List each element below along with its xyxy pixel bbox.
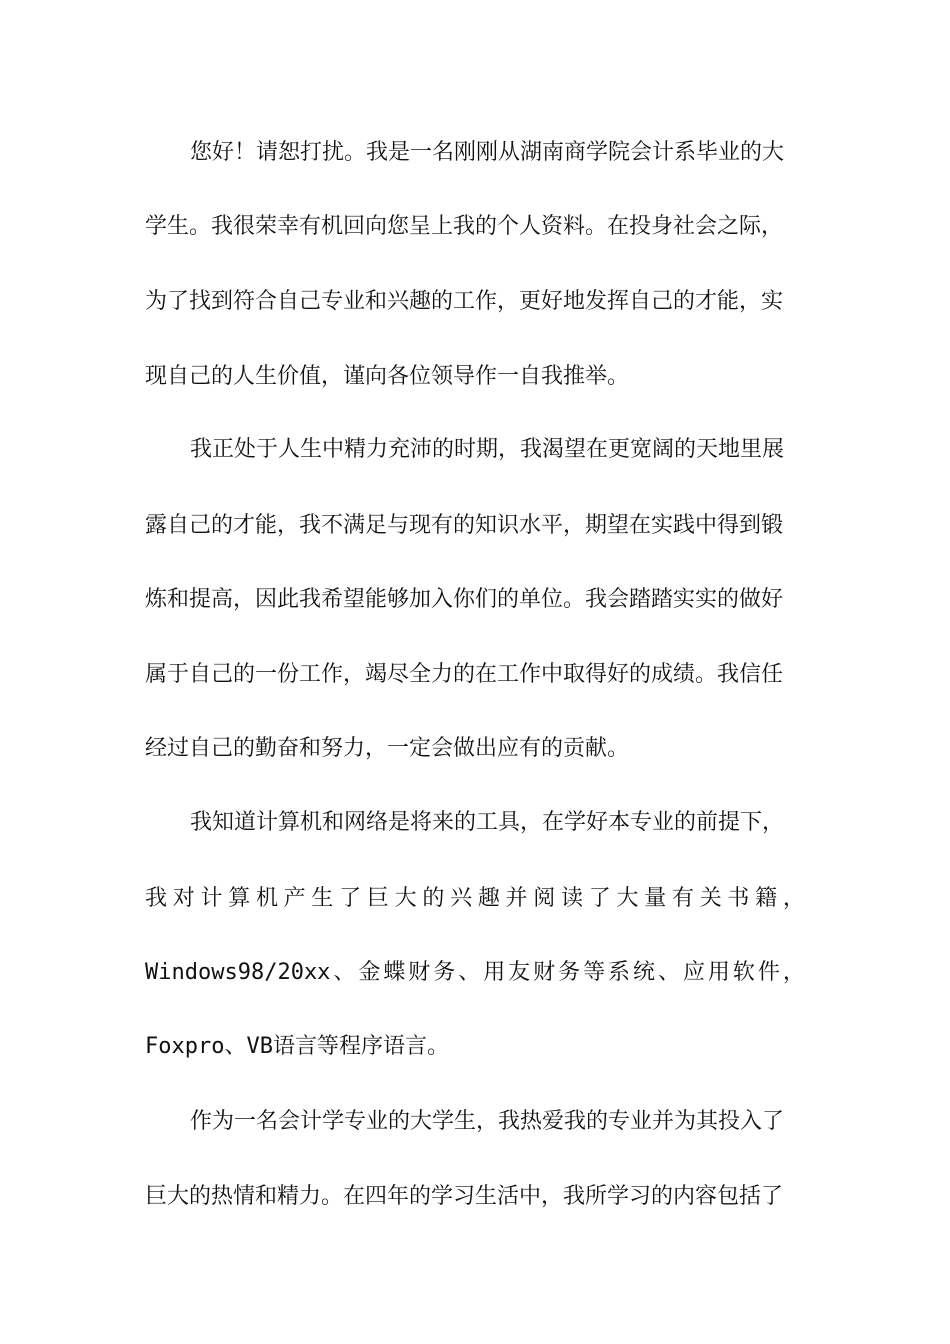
text-glyph: 趣 bbox=[477, 886, 500, 911]
text-glyph: 大 bbox=[394, 886, 417, 911]
text-glyph: 财 bbox=[408, 960, 431, 985]
text-glyph: 件 bbox=[757, 960, 780, 985]
text-glyph: 应 bbox=[682, 960, 705, 985]
text-glyph: ， bbox=[782, 886, 805, 911]
text-glyph: 关 bbox=[699, 886, 722, 911]
text-glyph: 大 bbox=[616, 886, 639, 911]
text-glyph: 生 bbox=[311, 886, 334, 911]
text-glyph: 了 bbox=[339, 886, 362, 911]
text-line: 学生。我很荣幸有机回向您呈上我的个人资料。在投身社会之际， bbox=[145, 214, 784, 239]
text-glyph: 了 bbox=[588, 886, 611, 911]
text-line: 我知道计算机和网络是将来的工具，在学好本专业的前提下， bbox=[190, 810, 785, 835]
text-glyph: 机 bbox=[255, 886, 278, 911]
text-line: 炼和提高，因此我希望能够加入你们的单位。我会踏踏实实的做好 bbox=[145, 587, 784, 612]
text-line: 现自己的人生价值，谨向各位领导作一自我推举。 bbox=[145, 364, 630, 389]
text-line: Foxpro、VB语言等程序语言。 bbox=[145, 1034, 449, 1059]
text-glyph: 用 bbox=[707, 960, 730, 985]
text-glyph: Windows98/20xx bbox=[145, 960, 331, 985]
text-line: 经过自己的勤奋和努力，一定会做出应有的贡献。 bbox=[145, 736, 630, 761]
text-glyph: 财 bbox=[533, 960, 556, 985]
text-glyph: 阅 bbox=[533, 886, 556, 911]
text-glyph: 软 bbox=[732, 960, 755, 985]
text-glyph: 对 bbox=[172, 886, 195, 911]
text-glyph: 巨 bbox=[366, 886, 389, 911]
text-line: 我正处于人生中精力充沛的时期，我渴望在更宽阔的天地里展 bbox=[190, 437, 785, 462]
text-glyph: 的 bbox=[422, 886, 445, 911]
text-glyph: 、 bbox=[657, 960, 680, 985]
text-glyph: 并 bbox=[505, 886, 528, 911]
text-glyph: 务 bbox=[433, 960, 456, 985]
text-glyph: 籍 bbox=[755, 886, 778, 911]
text-glyph: 我 bbox=[145, 886, 168, 911]
text-glyph: 计 bbox=[200, 886, 223, 911]
text-line: 您好！请恕打扰。我是一名刚刚从湖南商学院会计系毕业的大 bbox=[190, 140, 785, 165]
text-glyph: 务 bbox=[558, 960, 581, 985]
text-glyph: 蝶 bbox=[383, 960, 406, 985]
text-glyph: 产 bbox=[283, 886, 306, 911]
text-glyph: 、 bbox=[333, 960, 356, 985]
text-glyph: 读 bbox=[561, 886, 584, 911]
text-glyph: ， bbox=[782, 960, 805, 985]
text-glyph: 算 bbox=[228, 886, 251, 911]
text-glyph: 书 bbox=[727, 886, 750, 911]
text-glyph: 有 bbox=[671, 886, 694, 911]
text-glyph: 用 bbox=[483, 960, 506, 985]
text-line: 露自己的才能，我不满足与现有的知识水平，期望在实践中得到锻 bbox=[145, 513, 784, 538]
text-glyph: 等 bbox=[583, 960, 606, 985]
text-glyph: 、 bbox=[458, 960, 481, 985]
text-glyph: 系 bbox=[608, 960, 631, 985]
text-glyph: 友 bbox=[508, 960, 531, 985]
text-glyph: 统 bbox=[633, 960, 656, 985]
text-line: 属于自己的一份工作，竭尽全力的在工作中取得好的成绩。我信任 bbox=[145, 662, 784, 687]
text-glyph: 兴 bbox=[450, 886, 473, 911]
text-line: 作为一名会计学专业的大学生，我热爱我的专业并为其投入了 bbox=[190, 1109, 785, 1134]
text-glyph: 量 bbox=[644, 886, 667, 911]
text-line-justified bbox=[145, 884, 805, 914]
text-line: 为了找到符合自己专业和兴趣的工作，更好地发挥自己的才能，实 bbox=[145, 289, 784, 314]
text-line-justified bbox=[145, 958, 805, 988]
text-glyph: 金 bbox=[358, 960, 381, 985]
text-line: 巨大的热情和精力。在四年的学习生活中，我所学习的内容包括了 bbox=[145, 1184, 784, 1209]
